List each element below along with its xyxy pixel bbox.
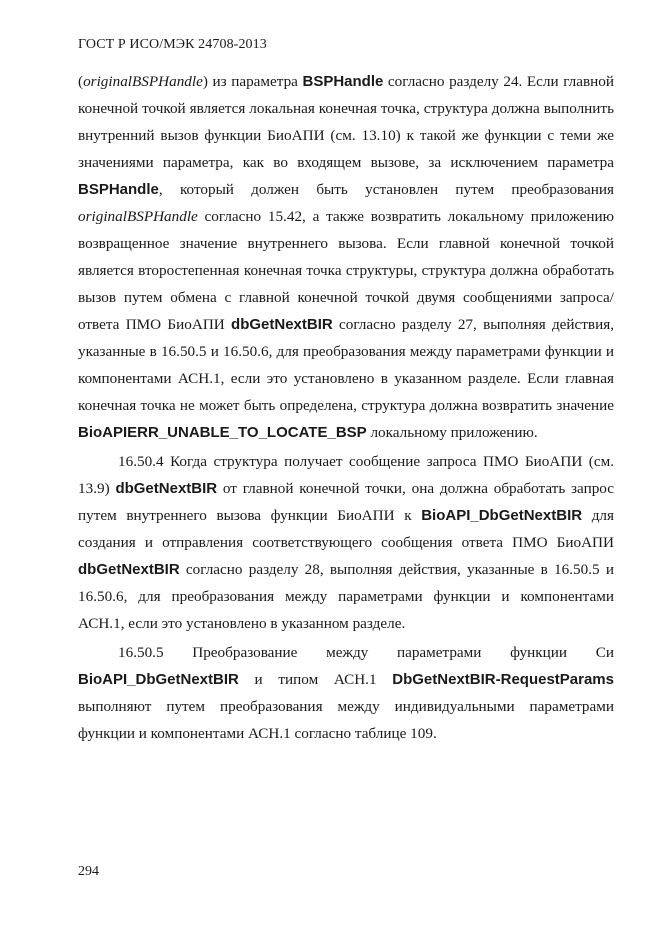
- text-run: выполняют путем преобразования между индивидуальными параметрами функции и компонентами АСН.1 согласно таблице 109.: [78, 698, 614, 742]
- identifier-text: BioAPI_DbGetNextBIR: [421, 507, 583, 524]
- text-run: локальному приложению.: [366, 424, 538, 441]
- text-run: согласно разделу 27, выполняя действия, указанные в 16.50.5 и 16.50.6, для преобразования между параметрами функции и компонентами АСН.1, если это установлено в указанном разделе. Если главная конечная точка не может быть определена, структура должна возвратить значение: [78, 316, 615, 414]
- text-run: , который должен быть установлен путем преобразования: [158, 181, 614, 198]
- text-run: 16.50.5 Преобразование между параметрами функции Си: [118, 644, 614, 661]
- page-number: 294: [78, 864, 99, 879]
- identifier-text: BioAPIERR_UNABLE_TO_LOCATE_BSP: [78, 424, 367, 441]
- text-run: и типом АСН.1: [238, 671, 393, 688]
- italic-text: originalBSPHandle: [78, 208, 198, 225]
- identifier-text: dbGetNextBIR: [231, 316, 333, 333]
- identifier-text: BioAPI_DbGetNextBIR: [78, 671, 239, 688]
- text-run: 16.50.4 Когда структура получает сообщение запроса ПМО БиоАПИ (см. 13.9): [78, 453, 614, 497]
- identifier-text: dbGetNextBIR: [115, 480, 218, 497]
- paragraph: [78, 639, 614, 747]
- page-header: ГОСТ Р ИСО/МЭК 24708-2013: [78, 37, 267, 52]
- identifier-text: DbGetNextBIR-RequestParams: [392, 671, 614, 688]
- text-run: для создания и отправления соответствующего сообщения ответа ПМО БиоАПИ: [78, 507, 614, 551]
- italic-text: originalBSPHandle: [83, 73, 203, 90]
- identifier-text: BSPHandle: [302, 73, 384, 90]
- paragraph: [78, 68, 614, 446]
- text-run: согласно разделу 28, выполняя действия, указанные в 16.50.5 и 16.50.6, для преобразования между параметрами функции и компонентами АСН.1, если это установлено в указанном разделе.: [78, 561, 614, 632]
- text-run: согласно 15.42, а также возвратить локальному приложению возвращенное значение внутреннего вызова. Если главной конечной точкой является второстепенная конечная точка структуры, структура должна обработать вызов путем обмена с главной конечной точкой двумя сообщениями запроса/ответа ПМО БиоАПИ: [78, 208, 614, 333]
- text-run: от главной конечной точки, она должна обработать запрос путем внутреннего вызова функции БиоАПИ к: [78, 480, 615, 524]
- text-run: (: [78, 73, 84, 90]
- identifier-text: dbGetNextBIR: [78, 561, 180, 578]
- text-run: согласно разделу 24. Если главной конечной точкой является локальная конечная точка, структура должна выполнить внутренний вызов функции БиоАПИ (см. 13.10) к такой же функции с теми же значениями параметра, как во входящем вызове, за исключением параметра: [78, 73, 615, 171]
- document-body: [78, 68, 614, 747]
- paragraph: [78, 448, 614, 637]
- text-run: ) из параметра: [202, 73, 303, 90]
- identifier-text: BSPHandle: [78, 181, 159, 198]
